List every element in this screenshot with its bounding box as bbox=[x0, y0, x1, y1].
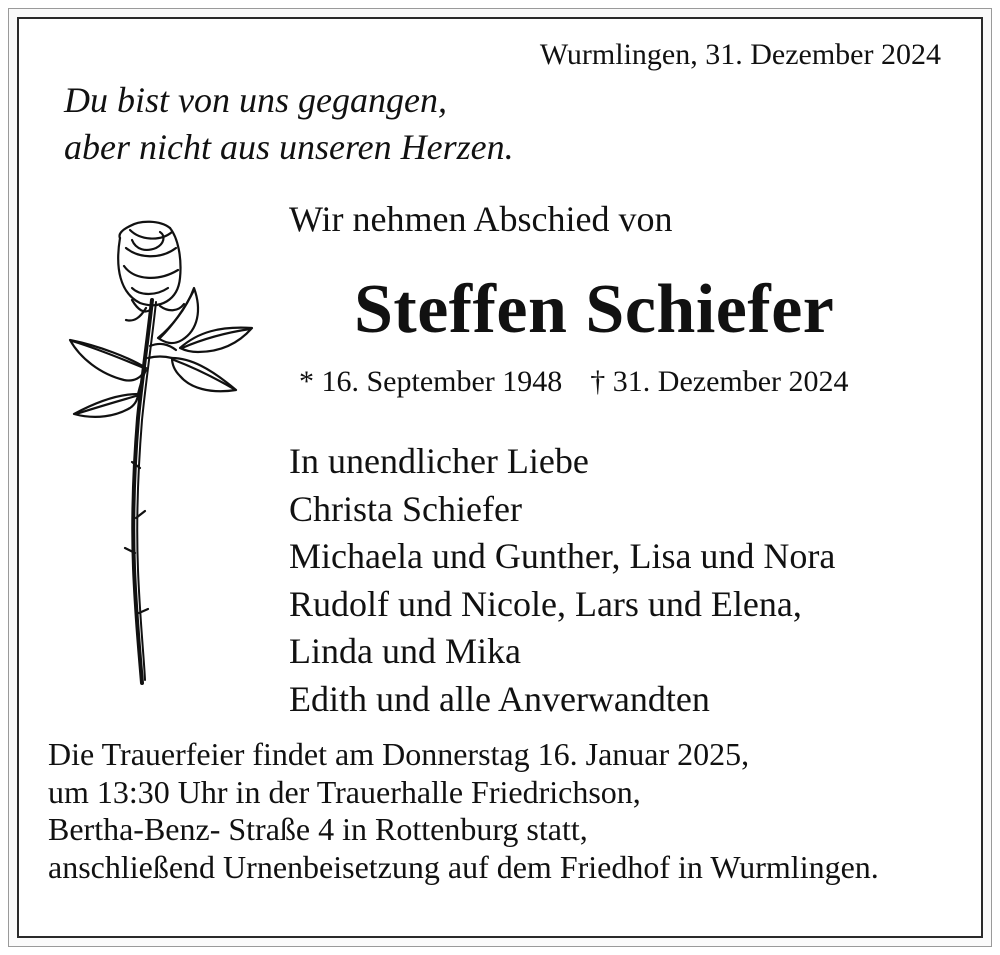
mourner-line: Edith und alle Anverwandten bbox=[289, 678, 710, 719]
service-line: um 13:30 Uhr in der Trauerhalle Friedrichson, bbox=[48, 773, 641, 810]
mourner-line: Rudolf und Nicole, Lars und Elena, bbox=[289, 583, 802, 624]
farewell-intro: Wir nehmen Abschied von bbox=[289, 199, 673, 239]
funeral-service-info bbox=[48, 736, 879, 886]
life-dates bbox=[299, 367, 849, 397]
death-date: † 31. Dezember 2024 bbox=[590, 365, 849, 398]
mourner-line: Linda und Mika bbox=[289, 631, 521, 671]
quote-line-1: Du bist von uns gegangen, bbox=[64, 80, 447, 120]
place-date: Wurmlingen, 31. Dezember 2024 bbox=[539, 38, 941, 71]
mourners-list bbox=[289, 438, 835, 723]
birth-date: * 16. September 1948 bbox=[299, 365, 563, 398]
mourner-line: In unendlicher Liebe bbox=[289, 441, 589, 481]
service-line: anschließend Urnenbeisetzung auf dem Friedhof in Wurmlingen. bbox=[48, 848, 879, 885]
service-line: Bertha-Benz- Straße 4 in Rottenburg statt, bbox=[48, 811, 588, 847]
mourner-line: Christa Schiefer bbox=[289, 488, 522, 529]
service-line: Die Trauerfeier findet am Donnerstag 16. Januar 2025, bbox=[48, 736, 750, 772]
quote-line-2: aber nicht aus unseren Herzen. bbox=[64, 127, 514, 167]
mourner-line: Michaela und Gunther, Lisa und Nora bbox=[289, 536, 836, 576]
rose-illustration-icon bbox=[60, 218, 260, 688]
deceased-name: Steffen Schiefer bbox=[354, 271, 835, 348]
